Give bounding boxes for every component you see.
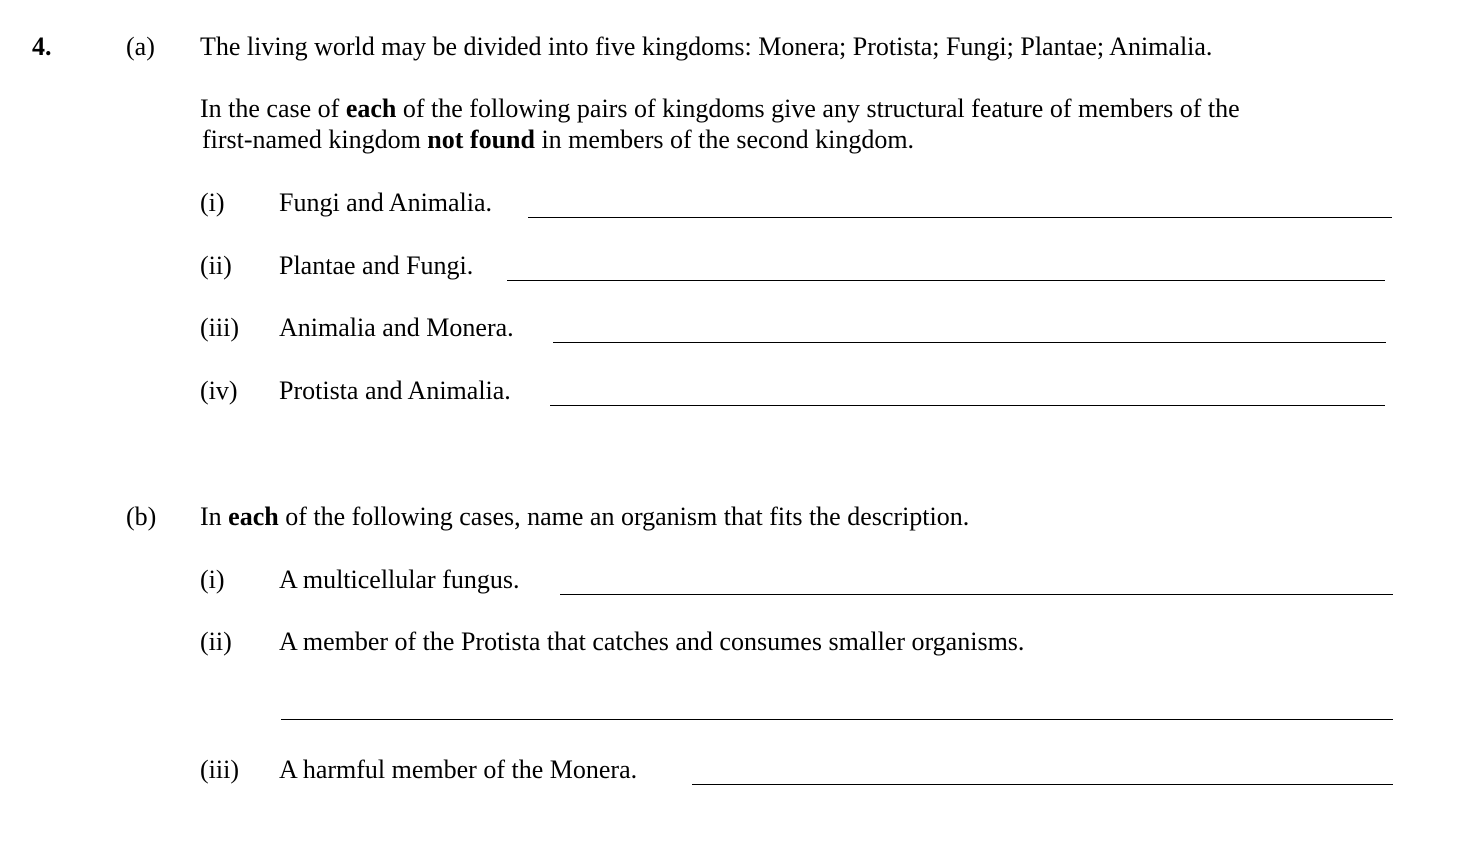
part-b-item-3-number: (iii) <box>200 755 239 784</box>
part-a-item-4-number: (iv) <box>200 376 238 405</box>
part-a-item-1-text: Fungi and Animalia. <box>279 188 493 217</box>
part-b-intro: In each of the following cases, name an organism that fits the description. <box>200 502 970 531</box>
part-a-item-3-text: Animalia and Monera. <box>279 313 514 342</box>
part-b-item-1-number: (i) <box>200 565 225 594</box>
part-a-instruction-line-2: first-named kingdom not found in members of the second kingdom. <box>202 125 915 154</box>
question-number: 4. <box>32 32 52 61</box>
answer-line-a-1[interactable] <box>528 217 1392 218</box>
part-b-item-1-text: A multicellular fungus. <box>279 565 520 594</box>
part-b-label: (b) <box>126 502 157 531</box>
answer-line-a-2[interactable] <box>507 280 1385 281</box>
part-a-instruction-line-1: In the case of each of the following pairs of kingdoms give any structural feature of members of the <box>200 94 1240 123</box>
answer-line-a-3[interactable] <box>553 342 1386 343</box>
part-a-item-4-text: Protista and Animalia. <box>279 376 511 405</box>
answer-line-b-1[interactable] <box>560 594 1393 595</box>
part-a-intro: The living world may be divided into five kingdoms: Monera; Protista; Fungi; Plantae; Animalia. <box>200 32 1213 61</box>
answer-line-b-3[interactable] <box>692 784 1393 785</box>
part-a-item-2-number: (ii) <box>200 251 232 280</box>
part-a-item-3-number: (iii) <box>200 313 239 342</box>
part-a-item-2-text: Plantae and Fungi. <box>279 251 474 280</box>
part-b-item-2-text: A member of the Protista that catches and consumes smaller organisms. <box>279 627 1025 656</box>
answer-line-a-4[interactable] <box>550 405 1385 406</box>
part-a-item-1-number: (i) <box>200 188 225 217</box>
part-a-label: (a) <box>126 32 155 61</box>
part-b-item-2-number: (ii) <box>200 627 232 656</box>
answer-line-b-2[interactable] <box>281 719 1393 720</box>
part-b-item-3-text: A harmful member of the Monera. <box>279 755 638 784</box>
